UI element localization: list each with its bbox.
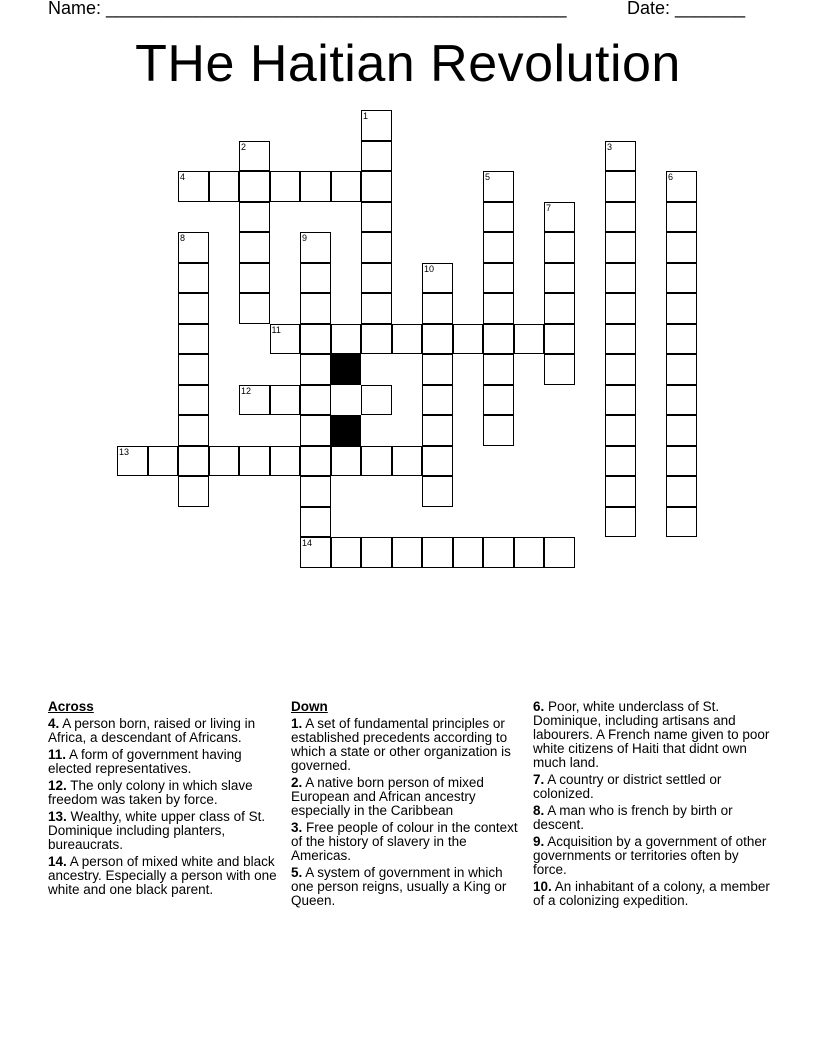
grid-cell[interactable] — [453, 537, 484, 568]
grid-cell[interactable] — [483, 293, 514, 324]
clue-down-9 — [533, 835, 773, 877]
grid-cell[interactable] — [178, 171, 209, 202]
across-clues — [48, 700, 280, 900]
down-clues-continued — [533, 700, 773, 911]
cell-number: 6 — [668, 172, 674, 182]
page-title: THe Haitian Revolution — [135, 35, 681, 93]
grid-cell[interactable] — [270, 385, 301, 416]
grid-cell[interactable] — [605, 354, 636, 385]
grid-cell[interactable] — [361, 141, 392, 172]
grid-cell[interactable] — [483, 385, 514, 416]
clue-number: 1. — [291, 716, 303, 731]
cell-number: 7 — [546, 202, 552, 213]
grid-cell[interactable] — [300, 507, 331, 538]
clue-text: A country or district settled or colonized. — [533, 772, 722, 801]
clue-text: A person born, raised or living in Africa, a descendant of Africans. — [48, 716, 256, 745]
clue-number: 11. — [48, 747, 67, 762]
grid-cell[interactable] — [544, 263, 575, 294]
clue-down-7 — [533, 773, 773, 801]
grid-cell[interactable] — [331, 171, 362, 202]
grid-cell[interactable] — [605, 415, 636, 446]
cell-number: 9 — [302, 233, 308, 243]
grid-cell[interactable] — [392, 324, 423, 355]
grid-cell[interactable] — [666, 202, 697, 233]
grid-cell[interactable] — [300, 354, 331, 385]
clue-down-2 — [291, 776, 527, 818]
grid-cell[interactable] — [422, 293, 453, 324]
grid-cell[interactable] — [666, 263, 697, 294]
cell-number: 8 — [180, 233, 186, 243]
grid-cell[interactable] — [544, 354, 575, 385]
cell-number: 5 — [485, 172, 491, 182]
clue-text: A person of mixed white and black ancestry. Especially a person with one white and one black parent. — [48, 854, 277, 897]
grid-cell[interactable] — [422, 415, 453, 446]
grid-cell[interactable] — [666, 476, 697, 507]
grid-cell[interactable] — [422, 476, 453, 507]
grid-cell[interactable] — [300, 415, 331, 446]
grid-cell[interactable] — [666, 171, 697, 202]
grid-cell[interactable] — [178, 446, 209, 477]
grid-cell[interactable] — [514, 324, 545, 355]
grid-cell[interactable] — [300, 232, 331, 263]
date-field-line: Date: _______ — [627, 0, 746, 18]
clue-across-4 — [48, 717, 280, 745]
clue-down-6 — [533, 700, 773, 770]
cell-number: 2 — [241, 141, 247, 152]
grid-cell[interactable] — [605, 293, 636, 324]
across-heading: Across — [48, 699, 94, 714]
clue-number: 6. — [533, 699, 545, 714]
clue-number: 13. — [48, 809, 67, 824]
grid-cell[interactable] — [361, 232, 392, 263]
clue-across-13 — [48, 810, 280, 852]
grid-cell[interactable] — [178, 415, 209, 446]
clue-number: 2. — [291, 775, 303, 790]
cell-number: 14 — [302, 538, 313, 548]
grid-cell[interactable] — [605, 507, 636, 538]
grid-cell[interactable] — [178, 324, 209, 355]
grid-cell[interactable] — [178, 232, 209, 263]
clue-number: 5. — [291, 865, 303, 880]
down-clues — [291, 700, 527, 911]
grid-cell[interactable] — [239, 232, 270, 263]
grid-cell[interactable] — [239, 446, 270, 477]
clue-down-1 — [291, 717, 527, 773]
grid-cell[interactable] — [300, 171, 331, 202]
name-field-line: Name: ______________________________________________ — [48, 0, 567, 18]
grid-cell[interactable] — [361, 324, 392, 355]
clue-down-8 — [533, 804, 773, 832]
grid-cell[interactable] — [148, 446, 179, 477]
grid-cell[interactable] — [361, 537, 392, 568]
grid-cell[interactable] — [605, 476, 636, 507]
grid-cell[interactable] — [422, 324, 453, 355]
grid-cell[interactable] — [178, 476, 209, 507]
grid-cell[interactable] — [483, 263, 514, 294]
grid-cell[interactable] — [666, 324, 697, 355]
grid-cell[interactable] — [666, 507, 697, 538]
grid-cell[interactable] — [483, 202, 514, 233]
grid-cell[interactable] — [270, 446, 301, 477]
grid-cell[interactable] — [300, 263, 331, 294]
grid-cell[interactable] — [178, 263, 209, 294]
cell-number: 10 — [424, 263, 435, 274]
grid-cell[interactable] — [422, 354, 453, 385]
grid-cell[interactable] — [605, 232, 636, 263]
grid-cell[interactable] — [483, 415, 514, 446]
grid-cell[interactable] — [605, 385, 636, 416]
grid-cell[interactable] — [209, 171, 240, 202]
grid-cell[interactable] — [361, 446, 392, 477]
grid-cell[interactable] — [605, 141, 636, 172]
grid-cell[interactable] — [361, 110, 392, 141]
grid-cell[interactable] — [453, 324, 484, 355]
clue-number: 7. — [533, 772, 545, 787]
grid-cell[interactable] — [300, 537, 331, 568]
clue-text: The only colony in which slave freedom was taken by force. — [48, 778, 253, 807]
grid-cell[interactable] — [300, 293, 331, 324]
grid-cell[interactable] — [666, 293, 697, 324]
clue-number: 14. — [48, 854, 67, 869]
cell-number: 12 — [241, 385, 252, 396]
clue-number: 9. — [533, 834, 545, 849]
cell-number: 3 — [607, 141, 613, 152]
grid-cell[interactable] — [270, 171, 301, 202]
grid-cell[interactable] — [422, 263, 453, 294]
clue-text: Poor, white underclass of St. Dominique, including artisans and labourers. A French name given to poor white citizens of Haiti that didnt own much land. — [533, 699, 770, 770]
grid-cell[interactable] — [270, 324, 301, 355]
grid-cell[interactable] — [361, 171, 392, 202]
grid-cell[interactable] — [300, 476, 331, 507]
grid-cell[interactable] — [361, 385, 392, 416]
grid-cell[interactable] — [239, 141, 270, 172]
grid-cell[interactable] — [239, 171, 270, 202]
grid-cell[interactable] — [392, 446, 423, 477]
grid-cell[interactable] — [239, 202, 270, 233]
grid-cell[interactable] — [331, 324, 362, 355]
grid-cell[interactable] — [605, 263, 636, 294]
clue-down-5 — [291, 866, 527, 908]
grid-cell[interactable] — [666, 446, 697, 477]
grid-cell[interactable] — [483, 324, 514, 355]
grid-cell[interactable] — [331, 446, 362, 477]
grid-cell[interactable] — [483, 171, 514, 202]
grid-cell[interactable] — [300, 385, 331, 416]
cell-number: 4 — [180, 172, 186, 182]
cell-number: 13 — [119, 446, 130, 457]
clue-down-3 — [291, 821, 527, 863]
grid-cell[interactable] — [544, 537, 575, 568]
grid-cell[interactable] — [544, 324, 575, 355]
grid-cell[interactable] — [514, 537, 545, 568]
grid-cell[interactable] — [605, 171, 636, 202]
clue-text: Wealthy, white upper class of St. Dominique including planters, bureaucrats. — [48, 809, 266, 852]
clue-number: 8. — [533, 803, 545, 818]
grid-cell[interactable] — [605, 324, 636, 355]
grid-cell[interactable] — [300, 324, 331, 355]
down-heading: Down — [291, 699, 328, 714]
clue-text: A set of fundamental principles or established precedents according to which a state or other organization is governed. — [291, 716, 511, 773]
clue-text: A system of government in which one person reigns, usually a King or Queen. — [291, 865, 507, 908]
grid-cell[interactable] — [422, 446, 453, 477]
grid-cell[interactable] — [605, 202, 636, 233]
clue-text: A native born person of mixed European and African ancestry especially in the Caribbean — [291, 775, 484, 818]
grid-cell[interactable] — [483, 537, 514, 568]
grid-cell[interactable] — [666, 232, 697, 263]
grid-cell[interactable] — [300, 446, 331, 477]
cell-number: 11 — [271, 324, 281, 335]
grid-cell[interactable] — [239, 385, 270, 416]
grid-cell[interactable] — [361, 202, 392, 233]
grid-cell[interactable] — [178, 385, 209, 416]
grid-cell[interactable] — [361, 293, 392, 324]
clue-number: 4. — [48, 716, 60, 731]
clue-text: Free people of colour in the context of the history of slavery in the Americas. — [291, 820, 518, 863]
clue-text: Acquisition by a government of other governments or territories often by force. — [533, 834, 767, 877]
grid-cell[interactable] — [117, 446, 148, 477]
grid-cell[interactable] — [239, 293, 270, 324]
grid-cell[interactable] — [666, 415, 697, 446]
grid-cell[interactable] — [422, 385, 453, 416]
clue-text: An inhabitant of a colony, a member of a colonizing expedition. — [533, 879, 770, 908]
grid-cell[interactable] — [666, 354, 697, 385]
grid-cell[interactable] — [483, 354, 514, 385]
grid-cell[interactable] — [239, 263, 270, 294]
clue-across-11 — [48, 748, 280, 776]
clue-number: 10. — [533, 879, 552, 894]
clue-number: 12. — [48, 778, 67, 793]
grid-cell[interactable] — [392, 537, 423, 568]
grid-cell[interactable] — [361, 263, 392, 294]
grid-cell[interactable] — [666, 385, 697, 416]
clue-down-10 — [533, 880, 773, 908]
grid-cell[interactable] — [422, 537, 453, 568]
clue-across-14 — [48, 855, 280, 897]
clue-text: A form of government having elected representatives. — [48, 747, 242, 776]
grid-cell — [331, 385, 362, 416]
grid-cell[interactable] — [605, 446, 636, 477]
clue-text: A man who is french by birth or descent. — [533, 803, 733, 832]
grid-cell[interactable] — [483, 232, 514, 263]
blocked-cell — [331, 354, 362, 385]
grid-cell[interactable] — [178, 354, 209, 385]
grid-cell[interactable] — [544, 232, 575, 263]
grid-cell[interactable] — [209, 446, 240, 477]
cell-number: 1 — [363, 111, 369, 121]
grid-cell[interactable] — [544, 202, 575, 233]
clue-number: 3. — [291, 820, 303, 835]
clue-across-12 — [48, 779, 280, 807]
grid-cell[interactable] — [544, 293, 575, 324]
grid-cell[interactable] — [178, 293, 209, 324]
blocked-cell — [331, 415, 362, 446]
grid-cell[interactable] — [331, 537, 362, 568]
